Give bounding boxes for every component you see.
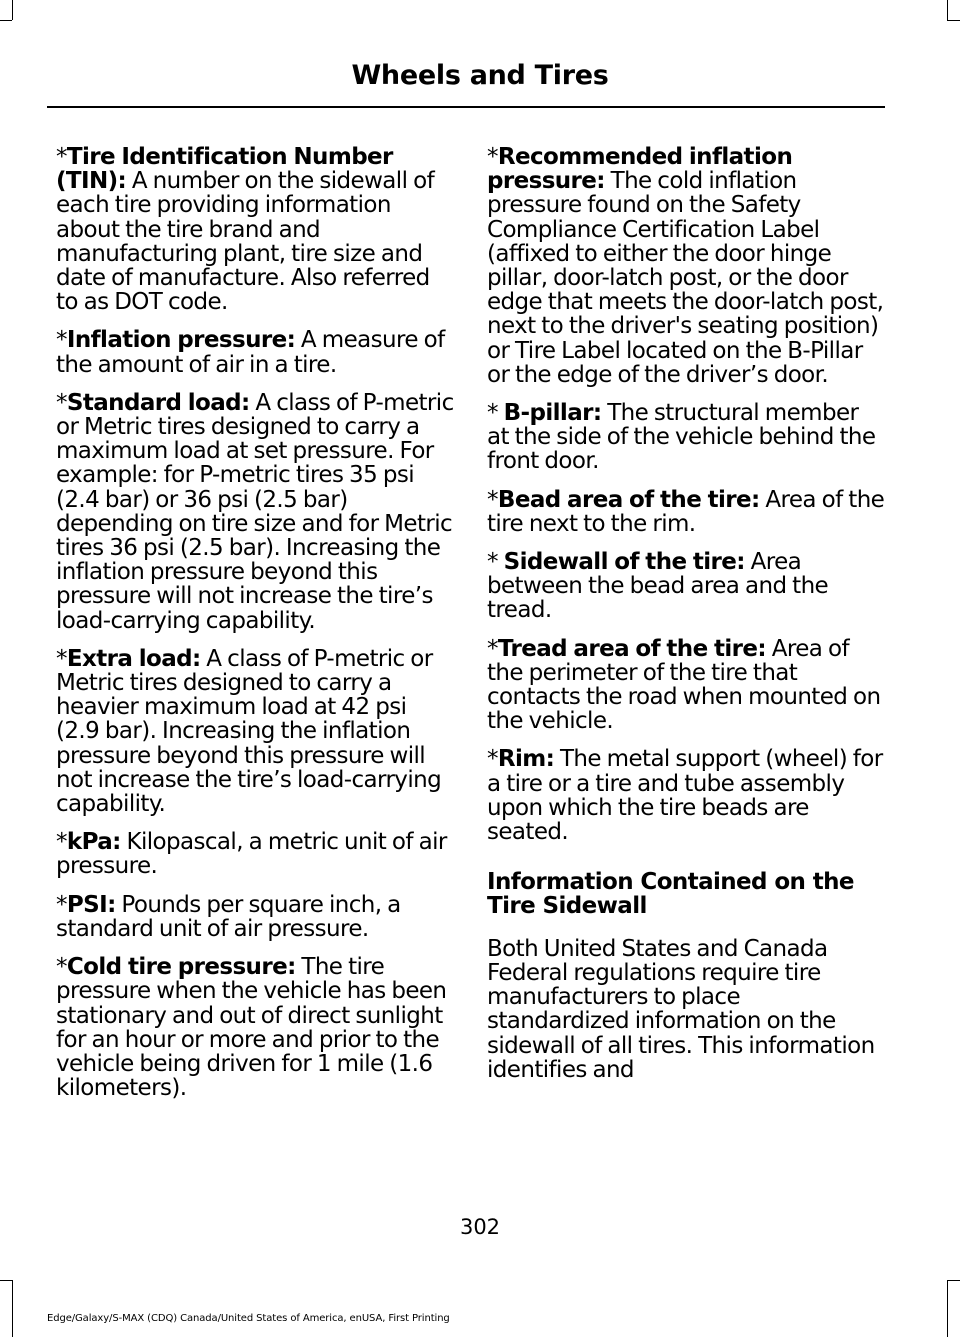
glossary-term: Inflation pressure: [66,327,296,354]
glossary-entry [487,488,885,536]
glossary-definition: A class of P-metric or Metric tires designed to carry a heavier maximum load at 42 psi (2.9 bar). Increasing the inflation pressure beyond this pressure will not increase the tire’s load-carrying capability. [56,645,442,818]
entry-asterisk: * [56,891,67,918]
entry-asterisk: * [56,954,67,981]
glossary-entry [487,637,885,734]
glossary-entry [487,401,885,474]
glossary-entry [56,328,454,376]
glossary-entry [487,145,885,387]
crop-mark [12,1280,13,1337]
glossary-entry [487,550,885,623]
entry-asterisk: * [487,144,498,170]
section-body: Both United States and Canada Federal regulations require tire manufacturers to place standardized information on the sidewall of all tires. This information identifies and [487,935,875,1083]
crop-mark [947,20,960,21]
crop-mark [0,1280,12,1281]
glossary-definition: A number on the sidewall of each tire providing information about the tire brand and manufacturing plant, tire size and date of manufacture. Also referred to as DOT code. [56,168,435,316]
glossary-term: Cold tire pressure: [66,954,296,981]
glossary-entry [56,647,454,816]
glossary-definition: The structural member at the side of the vehicle behind the front door. [487,400,876,475]
glossary-term: Recommended inflation pressure: [487,144,793,195]
entry-asterisk: * [56,389,67,416]
glossary-definition: The metal support (wheel) for a tire or a tire and tube assembly upon which the tire beads are seated. [487,746,883,846]
glossary-entry [56,830,454,878]
crop-mark [947,0,948,20]
entry-asterisk: * [56,645,67,672]
edition-footer: Edge/Galaxy/S-MAX (CDQ) Canada/United States of America, enUSA, First Printing [47,1313,450,1324]
page-title: Wheels and Tires [351,60,609,91]
entry-asterisk: * [56,829,67,856]
glossary-entry [56,391,454,633]
crop-mark [0,20,12,21]
glossary-definition: Area of the tire next to the rim. [487,486,885,537]
glossary-definition: Kilopascal, a metric unit of air pressure. [56,829,447,880]
glossary-entry [56,145,454,314]
entry-asterisk: * [487,549,504,576]
crop-mark [12,0,13,20]
glossary-entry [56,955,454,1100]
entry-asterisk: * [487,400,504,427]
glossary-term: B-pillar: [503,400,602,427]
glossary-entry [56,893,454,941]
entry-asterisk: * [56,327,67,354]
glossary-term: kPa: [66,829,121,856]
glossary-entry [487,747,885,844]
glossary-term: PSI: [66,891,116,918]
crop-mark [947,1280,948,1337]
glossary-definition: Area between the bead area and the tread. [487,549,829,624]
glossary-term: Rim: [497,746,555,773]
glossary-term: Sidewall of the tire: [503,549,745,576]
glossary-definition: A class of P-metric or Metric tires designed to carry a maximum load at set pressure. For example: for P-metric tires 35 psi (2.4 bar) or 36 psi (2.5 bar) depending on tire size and for Metric tires 36 psi (2.5 bar). Increasing the inflation pressure beyond this pressure will not increase the tire’s load-carrying capability. [56,389,454,634]
entry-asterisk: * [487,746,498,773]
glossary-definition: A measure of the amount of air in a tire. [56,327,445,378]
glossary-definition: The cold inflation pressure found on the Safety Compliance Certification Label (affixed to either the door hinge pillar, door-latch post, or the door edge that meets the door-latch post, next to the driver's seating position) or Tire Label located on the B-Pillar or the edge of the driver’s door. [487,168,884,388]
glossary-term: Standard load: [66,389,250,416]
entry-asterisk: * [56,144,67,170]
page-number: 302 [459,1215,501,1239]
entry-asterisk: * [487,486,498,513]
section-heading: Information Contained on the Tire Sidewall [487,869,854,920]
header-divider [47,106,885,108]
glossary-term: Bead area of the tire: [497,486,760,513]
glossary-definition: Area of the perimeter of the tire that contacts the road when mounted on the vehicle. [487,635,881,735]
glossary-term: Tire Identification Number (TIN): [56,144,393,195]
glossary-definition: The tire pressure when the vehicle has been stationary and out of direct sunlight for an hour or more and prior to the vehicle being driven for 1 mile (1.6 kilometers). [56,954,447,1102]
crop-mark [947,1280,960,1281]
right-column [487,145,885,1096]
entry-asterisk: * [487,635,498,662]
left-column [56,145,454,1114]
glossary-definition: Pounds per square inch, a standard unit of air pressure. [56,891,401,942]
glossary-term: Extra load: [66,645,201,672]
glossary-term: Tread area of the tire: [497,635,767,662]
glossary-list-right [487,145,885,844]
